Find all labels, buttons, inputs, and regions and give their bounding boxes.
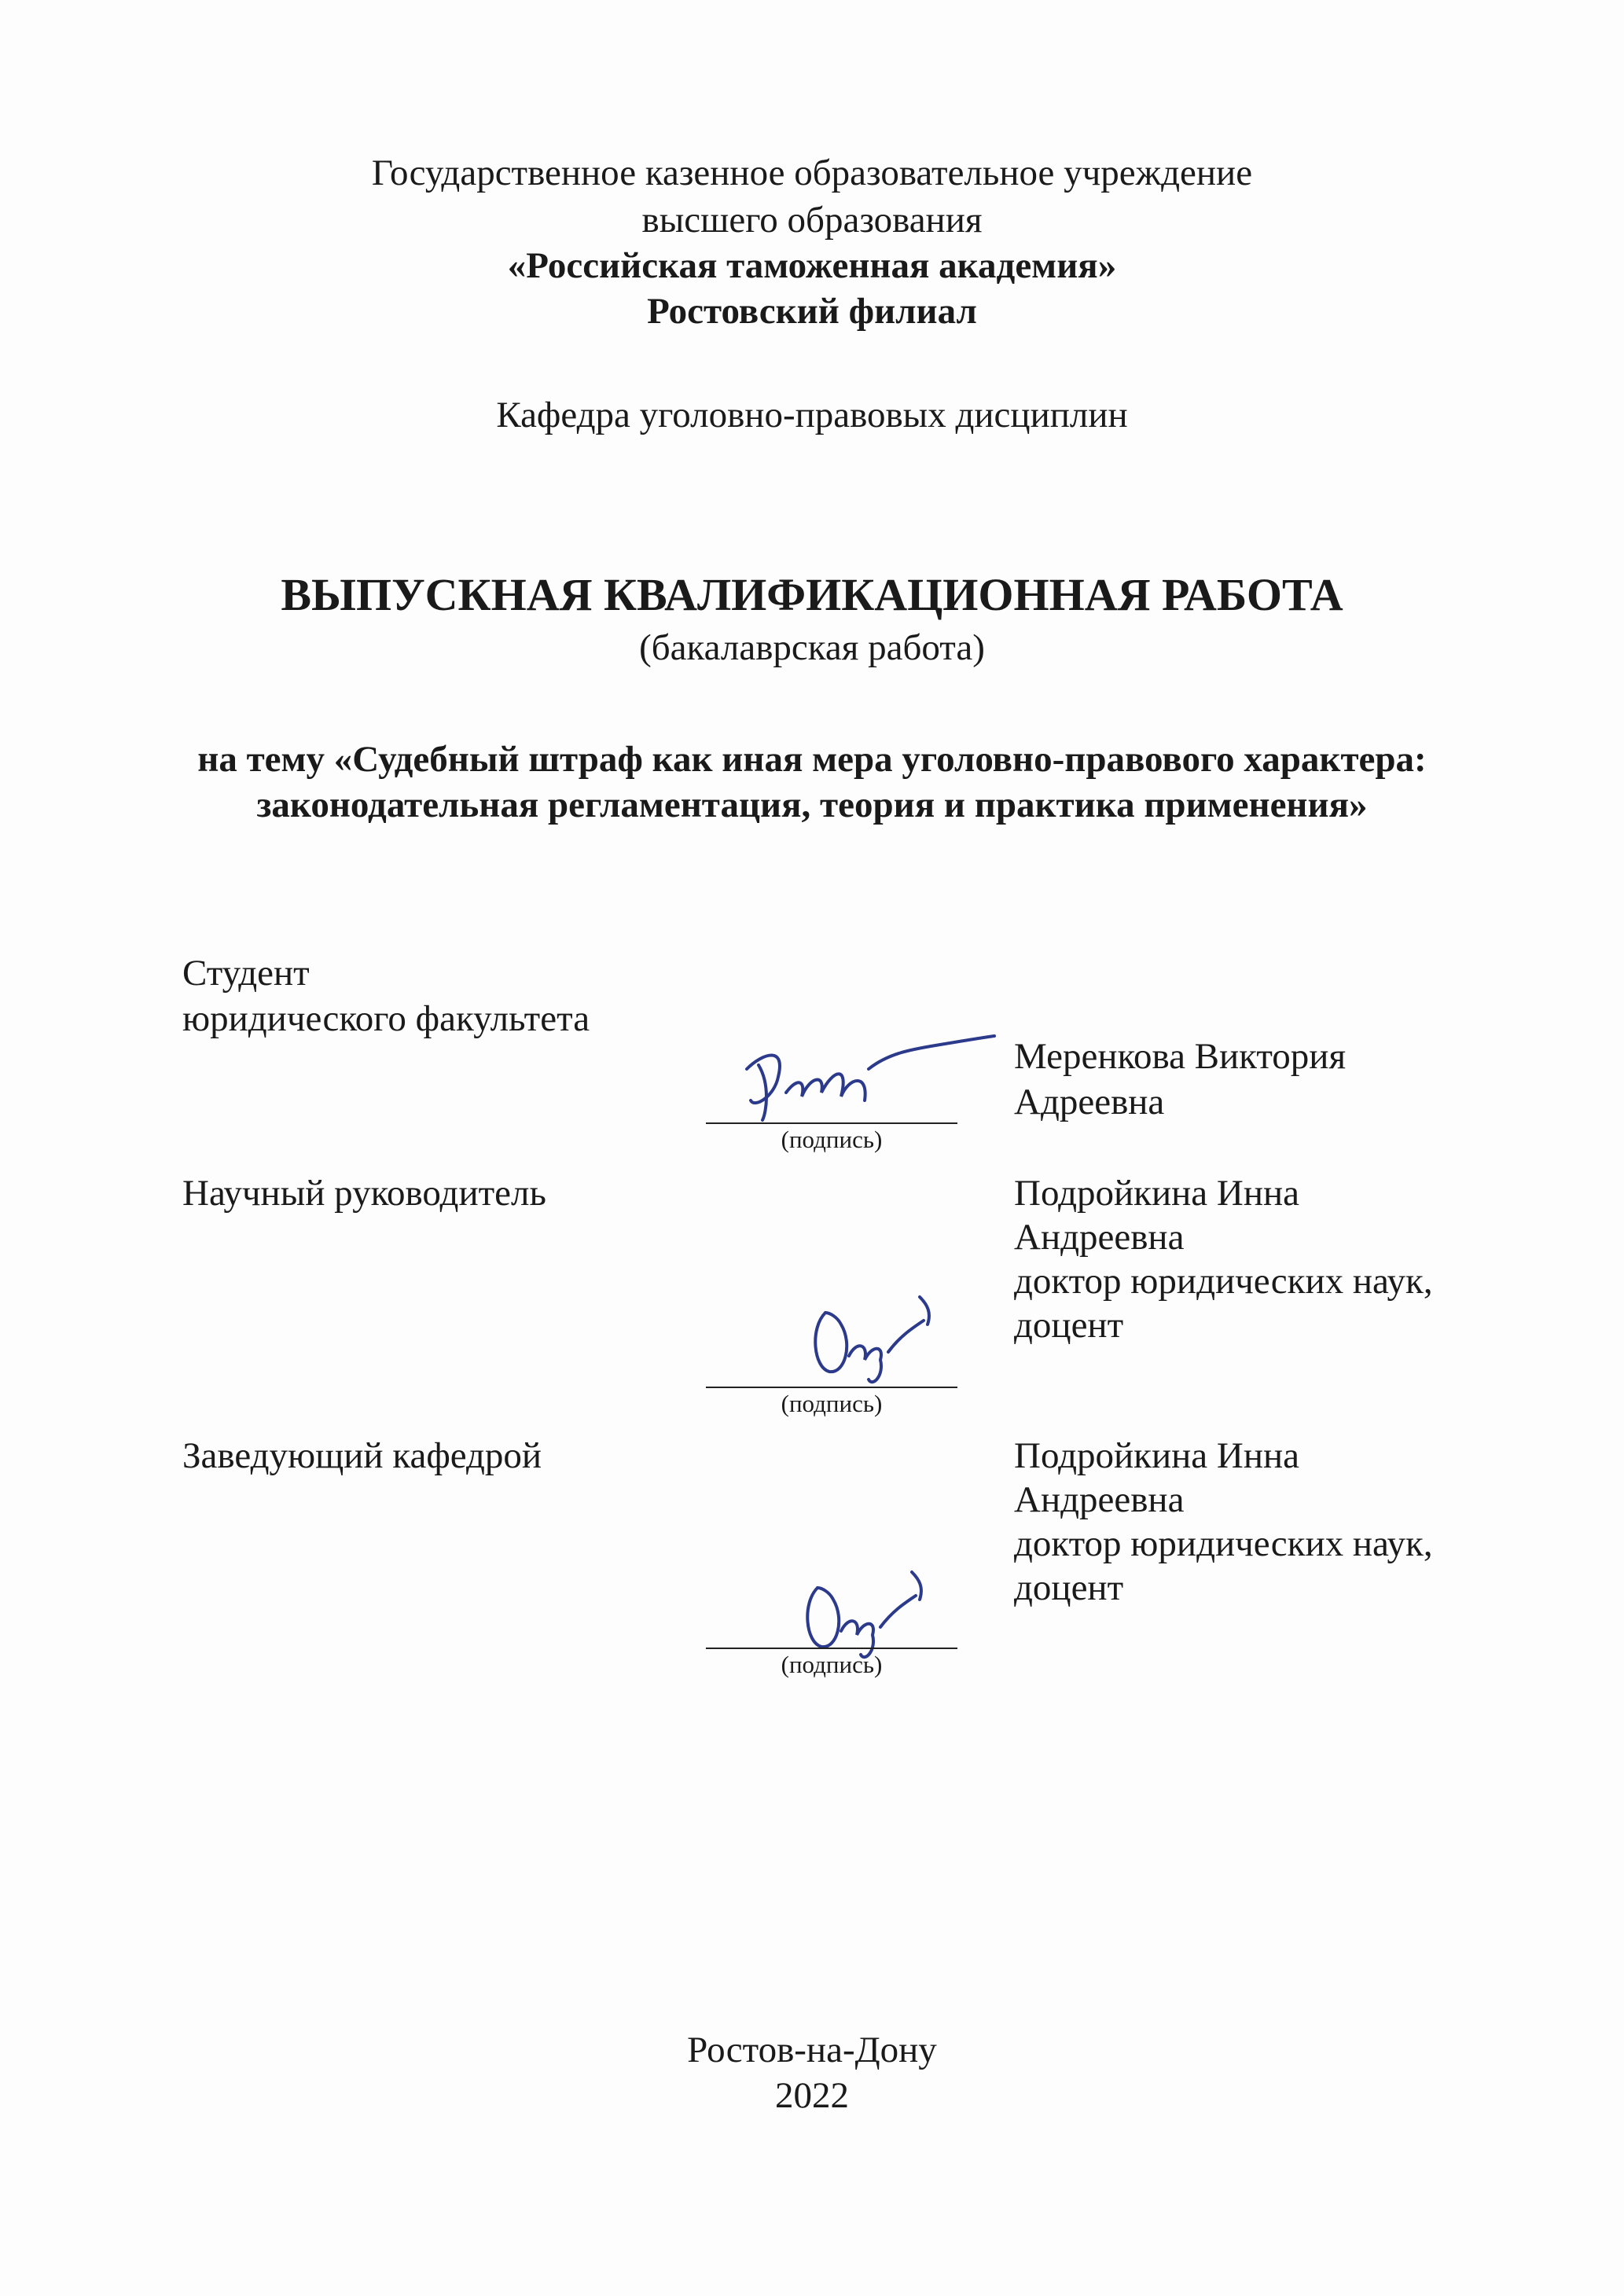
footer-year: 2022 <box>775 2075 849 2116</box>
supervisor-name-line-2: Андреевна <box>1014 1217 1185 1258</box>
head-role: Заведующий кафедрой <box>182 1435 542 1476</box>
student-signature-icon <box>731 1022 998 1132</box>
department-name: Кафедра уголовно-правовых дисциплин <box>496 395 1128 435</box>
footer-city: Ростов-на-Дону <box>687 2030 937 2070</box>
head-name-line-1: Подройкина Инна <box>1014 1435 1300 1476</box>
student-signature-caption: (подпись) <box>781 1126 883 1153</box>
head-name-line-2: Андреевна <box>1014 1479 1185 1520</box>
student-name-line-2: Адреевна <box>1014 1082 1165 1122</box>
supervisor-role: Научный руководитель <box>182 1173 546 1214</box>
branch-name: Ростовский филиал <box>647 291 977 332</box>
head-degree-line-2: доцент <box>1014 1567 1124 1608</box>
student-role-line-2: юридического факультета <box>182 998 590 1039</box>
work-subtitle: (бакалаврская работа) <box>639 627 985 668</box>
supervisor-signature-caption: (подпись) <box>781 1390 883 1417</box>
supervisor-degree-line-2: доцент <box>1014 1305 1124 1346</box>
institution-line-1: Государственное казенное образовательное учреждение <box>371 152 1253 193</box>
topic-line-1: на тему «Судебный штраф как иная мера уголовно-правового характера: <box>197 739 1427 780</box>
work-title: ВЫПУСКНАЯ КВАЛИФИКАЦИОННАЯ РАБОТА <box>281 569 1343 620</box>
institution-line-2: высшего образования <box>641 200 983 241</box>
topic-line-2: законодательная регламентация, теория и практика применения» <box>256 784 1368 825</box>
head-degree-line-1: доктор юридических наук, <box>1014 1523 1433 1564</box>
supervisor-name-line-1: Подройкина Инна <box>1014 1173 1300 1214</box>
supervisor-signature-icon <box>794 1281 983 1391</box>
head-signature-caption: (подпись) <box>781 1651 883 1678</box>
academy-name: «Российская таможенная академия» <box>507 245 1117 286</box>
student-name-line-1: Меренкова Виктория <box>1014 1036 1347 1077</box>
student-signature-line <box>706 1122 957 1124</box>
student-role-line-1: Студент <box>182 953 310 994</box>
head-signature-line <box>706 1648 957 1649</box>
supervisor-degree-line-1: доктор юридических наук, <box>1014 1261 1433 1302</box>
head-signature-icon <box>786 1556 975 1666</box>
supervisor-signature-line <box>706 1387 957 1388</box>
